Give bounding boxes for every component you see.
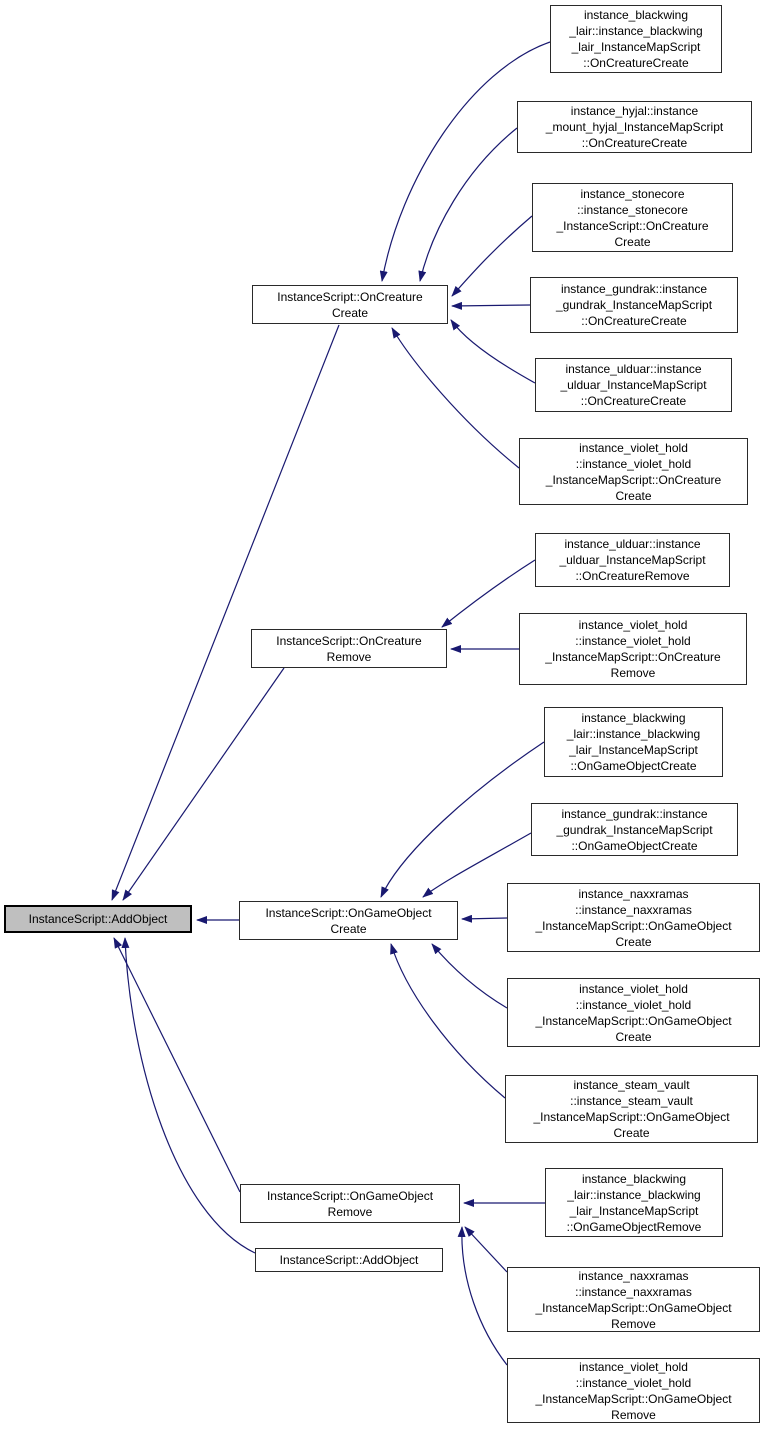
graph-node-gundrak_ogc[interactable] [531,803,738,856]
graph-node-label-line: ::OnCreatureRemove [575,569,690,583]
graph-node-label-line: InstanceScript::AddObject [279,1253,419,1267]
graph-node-label-line: ::instance_violet_hold [575,456,692,471]
edge-gundrak_occ-to-oncreaturecreate [452,305,530,306]
graph-node-label-line: Remove [611,1407,656,1422]
graph-node-label-line: ::instance_naxxramas [575,1284,692,1299]
edge-ulduar_occ-to-oncreaturecreate [451,320,535,383]
graph-node-label-line: Create [614,234,651,249]
graph-node-label-line: _ulduar_InstanceMapScript [560,378,707,392]
graph-node-label-line: _InstanceMapScript::OnGameObject [533,1110,730,1124]
graph-node-label-line: InstanceScript::OnGameObject [265,905,432,920]
graph-node-oncreatureremove[interactable] [251,629,447,668]
graph-node-bwl_ogc[interactable] [544,707,723,777]
graph-node-label-line: ::instance_violet_hold [575,634,691,648]
graph-node-ulduar_occ[interactable] [535,358,732,412]
graph-node-label-line: _InstanceMapScript::OnGameObject [535,918,732,933]
graph-node-label-line: Create [615,1029,652,1044]
edge-sv_ogc-to-ongameobjectcreate [391,944,505,1098]
graph-node-label-line: instance_naxxramas [578,1268,689,1283]
graph-node-label-line: _InstanceMapScript::OnGameObject [535,1391,732,1406]
graph-node-label-line: ::instance_naxxramas [575,902,692,917]
graph-node-label-line: ::OnGameObjectCreate [571,838,698,853]
graph-node-ongameobjectcreate[interactable] [239,901,458,940]
graph-node-label-line: _lair::instance_blackwing [567,1187,701,1202]
graph-node-label-line: InstanceScript::OnCreature [276,633,422,648]
edge-bwl_ogc-to-ongameobjectcreate [381,742,544,897]
graph-node-label-line: InstanceScript::OnCreature [277,289,423,304]
graph-node-vh_ogr[interactable] [507,1358,760,1423]
graph-node-label-line: instance_ulduar::instance [565,362,702,376]
edge-vh_ogc-to-ongameobjectcreate [432,944,507,1008]
edge-stonecore_occ-to-oncreaturecreate [452,216,532,296]
graph-node-label-line: ::instance_stonecore [577,202,688,217]
graph-node-label-line: _InstanceMapScript::OnCreature [545,650,721,664]
graph-node-label-line: Create [331,305,369,320]
graph-node-label-line: _mount_hyjal_InstanceMapScript [545,120,724,134]
graph-node-label-line: instance_violet_hold [579,1359,688,1374]
graph-node-stonecore_occ[interactable] [532,183,733,252]
graph-node-label-line: instance_steam_vault [573,1078,690,1092]
graph-node-label-line: instance_hyjal::instance [570,104,699,118]
graph-node-label-line: ::OnCreatureCreate [581,314,687,328]
graph-node-label-line: _lair::instance_blackwing [569,24,703,38]
graph-node-vh_ogc[interactable] [507,978,760,1047]
graph-node-naxx_ogr[interactable] [507,1267,760,1332]
graph-node-label-line: Create [615,488,652,503]
graph-node-label-line: ::instance_steam_vault [570,1094,693,1108]
graph-node-label-line: Create [330,921,367,936]
graph-node-label-line: instance_violet_hold [579,981,688,996]
graph-node-label-line: _lair_InstanceMapScript [569,1203,699,1218]
graph-node-label-line: InstanceScript::OnGameObject [266,1188,434,1203]
graph-node-label-line: InstanceScript::AddObject [28,912,168,926]
graph-node-label-line: _lair_InstanceMapScript [571,40,701,54]
graph-node-ongameobjectremove[interactable] [240,1184,460,1223]
graph-node-label-line: instance_gundrak::instance [560,282,708,296]
graph-node-oncreaturecreate[interactable] [252,285,448,324]
graph-node-naxx_ogc[interactable] [507,883,760,952]
graph-node-label-line: Create [615,934,652,949]
graph-node-label-line: Create [613,1126,650,1140]
graph-node-label-line: Remove [326,649,372,664]
graph-node-label-line: _gundrak_InstanceMapScript [556,822,713,837]
graph-node-sv_ogc[interactable] [505,1075,758,1143]
graph-node-label-line: Remove [327,1204,373,1219]
edge-addobject2-to-addobject [125,938,255,1253]
graph-node-label-line: _InstanceMapScript::OnGameObject [535,1013,732,1028]
graph-node-vh_ocr[interactable] [519,613,747,685]
graph-node-label-line: instance_blackwing [583,8,689,22]
graph-node-label-line: _gundrak_InstanceMapScript [555,298,713,312]
graph-node-bwl_ogr[interactable] [545,1168,723,1237]
graph-node-label-line: instance_naxxramas [578,886,689,901]
graph-node-label-line: ::instance_violet_hold [575,1375,692,1390]
graph-node-addobject2[interactable] [255,1248,443,1272]
graph-node-label-line: instance_gundrak::instance [561,806,708,821]
graph-node-label-line: instance_stonecore [580,186,685,201]
graph-node-label-line: instance_violet_hold [579,440,688,455]
graph-node-ulduar_ocr[interactable] [535,533,730,587]
graph-node-label-line: _InstanceMapScript::OnCreature [545,472,722,487]
edge-ongameobjectremove-to-addobject [114,938,240,1192]
graph-node-label-line: ::OnGameObjectCreate [570,759,697,773]
graph-node-label-line: ::OnCreatureCreate [583,56,689,70]
graph-node-label-line: ::OnGameObjectRemove [566,1219,702,1234]
edge-oncreatureremove-to-addobject [123,668,284,900]
edge-naxx_ogr-to-ongameobjectremove [465,1227,507,1272]
graph-node-label-line: _lair::instance_blackwing [566,727,701,741]
graph-node-hyjal_occ[interactable] [517,101,752,153]
graph-node-label-line: ::OnCreatureCreate [580,394,687,408]
graph-node-label-line: _InstanceMapScript::OnGameObject [535,1300,732,1315]
edge-naxx_ogc-to-ongameobjectcreate [462,918,507,919]
graph-node-label-line: instance_blackwing [581,711,686,725]
graph-node-gundrak_occ[interactable] [530,277,738,333]
graph-node-label-line: Remove [611,1316,656,1331]
edge-vh_occ-to-oncreaturecreate [392,328,519,468]
graph-node-vh_occ[interactable] [519,438,748,505]
graph-node-label-line: instance_ulduar::instance [564,537,701,551]
graph-node-label-line: _InstanceScript::OnCreature [556,218,709,233]
graph-node-bwl_occ[interactable] [550,5,722,73]
graph-node-label-line: _lair_InstanceMapScript [569,743,698,757]
graph-node-label-line: ::instance_violet_hold [575,997,692,1012]
graph-node-label-line: _ulduar_InstanceMapScript [559,553,706,567]
edge-hyjal_occ-to-oncreaturecreate [420,128,517,281]
graph-node-label-line: Remove [610,666,656,680]
edge-oncreaturecreate-to-addobject [112,325,339,900]
graph-node-label-line: ::OnCreatureCreate [581,136,688,150]
edge-bwl_occ-to-oncreaturecreate [382,42,550,281]
graph-node-addobject[interactable] [4,905,192,933]
graph-node-label-line: instance_blackwing [581,1171,687,1186]
graph-node-label-line: instance_violet_hold [578,618,688,632]
